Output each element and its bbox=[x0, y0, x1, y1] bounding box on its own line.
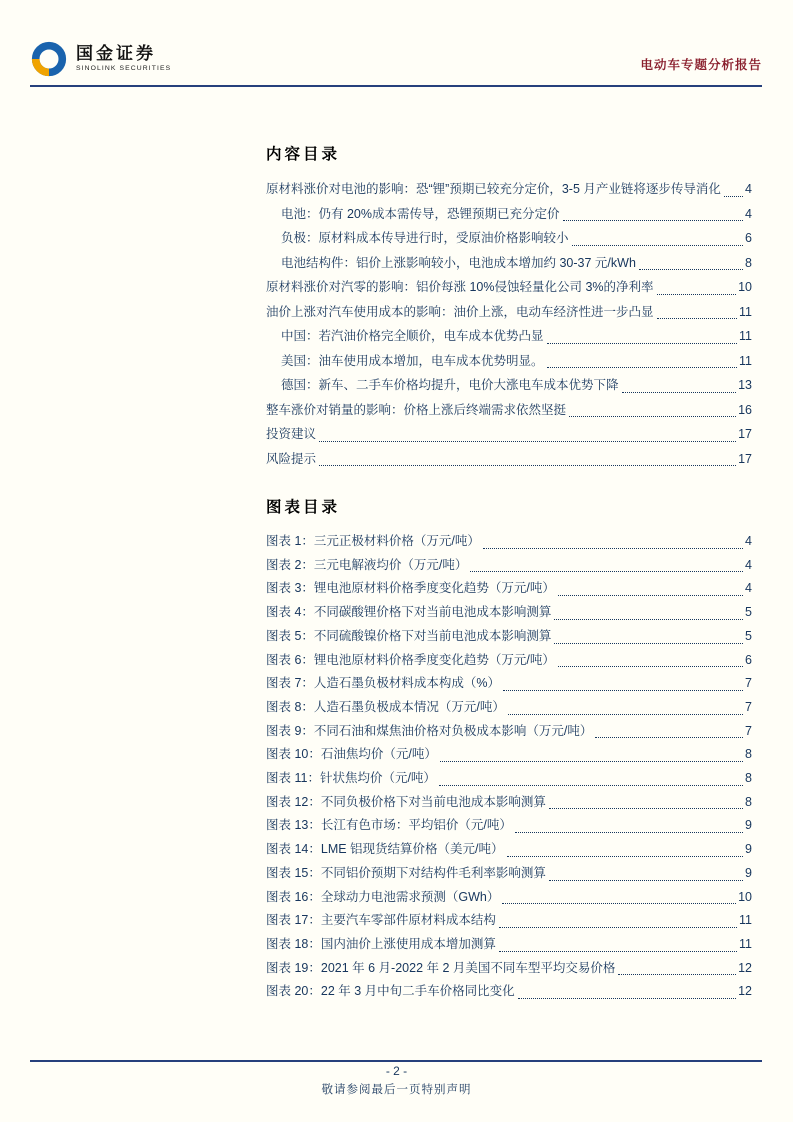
figure-item-page: 7 bbox=[745, 699, 752, 714]
figure-item-label: 图表 11：针状焦均价（元/吨） bbox=[266, 771, 436, 786]
figures-heading: 图表目录 bbox=[266, 499, 341, 516]
toc-item-page: 8 bbox=[745, 255, 752, 270]
figure-item-page: 6 bbox=[745, 652, 752, 667]
toc-item-page: 10 bbox=[738, 280, 752, 294]
toc-item-label: 中国：若汽油价格完全顺价，电车成本优势凸显 bbox=[281, 329, 544, 343]
leader-dots bbox=[554, 643, 743, 644]
figures-list bbox=[266, 530, 752, 1004]
leader-dots bbox=[439, 785, 743, 786]
figure-item-page: 8 bbox=[745, 771, 752, 786]
figure-item[interactable] bbox=[266, 957, 752, 981]
toc-item[interactable] bbox=[266, 422, 752, 447]
leader-dots bbox=[724, 196, 743, 197]
figure-item-label: 图表 14：LME 铝现货结算价格（美元/吨） bbox=[266, 842, 504, 857]
figure-item-page: 12 bbox=[738, 960, 752, 975]
leader-dots bbox=[547, 367, 738, 368]
leader-dots bbox=[503, 690, 743, 691]
figure-item[interactable] bbox=[266, 743, 752, 767]
figure-item-label: 图表 9：不同石油和煤焦油价格对负极成本影响（万元/吨） bbox=[266, 723, 593, 738]
toc-item[interactable] bbox=[266, 447, 752, 472]
toc-item[interactable] bbox=[266, 202, 752, 227]
figure-item-page: 9 bbox=[745, 818, 752, 833]
leader-dots bbox=[499, 927, 737, 928]
leader-dots bbox=[507, 856, 744, 857]
toc-item-label: 风险提示 bbox=[266, 451, 317, 466]
figure-item-label: 图表 17：主要汽车零部件原材料成本结构 bbox=[266, 913, 496, 928]
figure-item[interactable] bbox=[266, 720, 752, 744]
brand-text bbox=[76, 44, 171, 74]
toc-item[interactable] bbox=[266, 251, 752, 276]
leader-dots bbox=[569, 416, 736, 417]
figure-item-page: 4 bbox=[745, 534, 752, 548]
figure-item-label: 图表 3：锂电池原材料价格季度变化趋势（万元/吨） bbox=[266, 581, 555, 596]
leader-dots bbox=[639, 269, 743, 270]
figure-item-label: 图表 8：人造石墨负极成本情况（万元/吨） bbox=[266, 699, 505, 714]
leader-dots bbox=[319, 441, 736, 442]
toc-item-label: 电池结构件：铝价上涨影响较小，电池成本增加约 30-37 元/kWh bbox=[281, 255, 636, 270]
toc-item[interactable] bbox=[266, 398, 752, 423]
figure-item-label: 图表 4：不同碳酸锂价格下对当前电池成本影响测算 bbox=[266, 605, 552, 620]
figure-item-page: 7 bbox=[745, 723, 752, 738]
brand-name-en: SINOLINK SECURITIES bbox=[76, 65, 172, 72]
figure-item-label: 图表 19：2021 年 6 月-2022 年 2 月美国不同车型平均交易价格 bbox=[266, 960, 616, 975]
figure-item[interactable] bbox=[266, 554, 752, 578]
figure-item[interactable] bbox=[266, 577, 752, 601]
figure-item-label: 图表 2：三元电解液均价（万元/吨） bbox=[266, 557, 468, 572]
figure-item-page: 4 bbox=[745, 581, 752, 596]
figure-item-label: 图表 16：全球动力电池需求预测（GWh） bbox=[266, 889, 500, 904]
toc-list bbox=[266, 177, 752, 471]
figure-item-page: 4 bbox=[745, 557, 752, 572]
toc-item-label: 负极：原材料成本传导进行时，受原油价格影响较小 bbox=[281, 231, 569, 245]
leader-dots bbox=[483, 548, 743, 549]
leader-dots bbox=[549, 880, 743, 881]
figure-item[interactable] bbox=[266, 791, 752, 815]
figure-item-page: 12 bbox=[738, 984, 752, 999]
figure-item-label: 图表 13：长江有色市场：平均铝价（元/吨） bbox=[266, 818, 512, 833]
toc-item-label: 美国：油车使用成本增加，电车成本优势明显。 bbox=[281, 353, 544, 368]
figure-item-page: 11 bbox=[739, 913, 752, 928]
figure-item-label: 图表 12：不同负极价格下对当前电池成本影响测算 bbox=[266, 794, 546, 809]
leader-dots bbox=[518, 998, 736, 999]
figure-item-label: 图表 15：不同铝价预期下对结构件毛利率影响测算 bbox=[266, 865, 546, 880]
toc-item-page: 13 bbox=[738, 378, 752, 392]
toc-item-page: 17 bbox=[738, 451, 752, 466]
leader-dots bbox=[563, 220, 744, 221]
toc-item-page: 11 bbox=[739, 329, 752, 343]
toc-item-page: 16 bbox=[738, 402, 752, 417]
leader-dots bbox=[554, 619, 743, 620]
figure-item-page: 9 bbox=[745, 865, 752, 880]
figure-item[interactable] bbox=[266, 601, 752, 625]
toc-item-label: 原材料涨价对电池的影响：恐“锂”预期已较充分定价，3-5 月产业链将逐步传导消化 bbox=[266, 182, 721, 196]
leader-dots bbox=[547, 343, 738, 344]
leader-dots bbox=[558, 595, 743, 596]
brand-name-cn: 国金证券 bbox=[76, 44, 156, 63]
leader-dots bbox=[618, 974, 736, 975]
toc-item-label: 投资建议 bbox=[266, 427, 317, 441]
figure-item[interactable] bbox=[266, 838, 752, 862]
figure-item-label: 图表 6：锂电池原材料价格季度变化趋势（万元/吨） bbox=[266, 652, 555, 667]
leader-dots bbox=[319, 465, 736, 466]
leader-dots bbox=[595, 737, 743, 738]
leader-dots bbox=[470, 571, 743, 572]
toc-content bbox=[266, 142, 752, 1004]
figure-item[interactable] bbox=[266, 886, 752, 910]
figure-item[interactable] bbox=[266, 767, 752, 791]
toc-item[interactable] bbox=[266, 275, 752, 300]
toc-item-label: 整车涨价对销量的影响：价格上涨后终端需求依然坚挺 bbox=[266, 402, 567, 417]
figure-item[interactable] bbox=[266, 672, 752, 696]
figure-item[interactable] bbox=[266, 933, 752, 957]
leader-dots bbox=[502, 903, 736, 904]
figure-item[interactable] bbox=[266, 980, 752, 1004]
figure-item-page: 9 bbox=[745, 842, 752, 857]
leader-dots bbox=[657, 294, 737, 295]
leader-dots bbox=[622, 392, 737, 393]
toc-item-page: 11 bbox=[739, 304, 752, 319]
toc-item[interactable] bbox=[266, 349, 752, 374]
toc-item-page: 4 bbox=[745, 182, 752, 196]
sinolink-logo-icon bbox=[30, 40, 68, 78]
toc-item[interactable] bbox=[266, 226, 752, 251]
figure-item-label: 图表 1：三元正极材料价格（万元/吨） bbox=[266, 534, 480, 548]
figure-item-label: 图表 18：国内油价上涨使用成本增加测算 bbox=[266, 936, 496, 951]
figure-item-page: 8 bbox=[745, 794, 752, 809]
toc-item[interactable] bbox=[266, 300, 752, 325]
toc-item-label: 德国：新车、二手车价格均提升，电价大涨电车成本优势下降 bbox=[281, 378, 619, 392]
toc-item[interactable] bbox=[266, 177, 752, 202]
page-number: - 2 - bbox=[385, 1064, 408, 1078]
toc-item[interactable] bbox=[266, 324, 752, 349]
figure-item[interactable] bbox=[266, 696, 752, 720]
figure-item-page: 7 bbox=[745, 676, 752, 691]
toc-item-page: 6 bbox=[745, 231, 752, 245]
figure-item[interactable] bbox=[266, 814, 752, 838]
footer-rule bbox=[30, 1060, 762, 1062]
leader-dots bbox=[508, 714, 743, 715]
brand bbox=[30, 40, 171, 78]
leader-dots bbox=[657, 318, 738, 319]
figures-block bbox=[266, 495, 752, 1004]
figure-item-page: 11 bbox=[739, 936, 752, 951]
figure-item[interactable] bbox=[266, 649, 752, 673]
page-header bbox=[30, 40, 762, 87]
toc-item-label: 电池：仍有 20%成本需传导，恐锂预期已充分定价 bbox=[281, 206, 560, 221]
leader-dots bbox=[572, 245, 744, 246]
figure-item-page: 10 bbox=[738, 889, 752, 904]
leader-dots bbox=[515, 832, 743, 833]
figure-item-label: 图表 5：不同硫酸镍价格下对当前电池成本影响测算 bbox=[266, 628, 552, 643]
toc-item-page: 17 bbox=[738, 427, 752, 441]
toc-item-label: 油价上涨对汽车使用成本的影响：油价上涨，电动车经济性进一步凸显 bbox=[266, 304, 654, 319]
leader-dots bbox=[549, 808, 743, 809]
figure-item[interactable] bbox=[266, 625, 752, 649]
figure-item-label: 图表 20：22 年 3 月中旬二手车价格同比变化 bbox=[266, 984, 515, 999]
toc-item-label: 原材料涨价对汽零的影响：铝价每涨 10%侵蚀轻量化公司 3%的净利率 bbox=[266, 280, 654, 294]
figure-item-page: 5 bbox=[745, 605, 752, 620]
figure-item-label: 图表 10：石油焦均价（元/吨） bbox=[266, 747, 437, 762]
figure-item-page: 8 bbox=[745, 747, 752, 762]
report-type-label: 电动车专题分析报告 bbox=[640, 58, 762, 72]
figure-item[interactable] bbox=[266, 862, 752, 886]
toc-item-page: 11 bbox=[739, 353, 752, 368]
figure-item-page: 5 bbox=[745, 628, 752, 643]
toc-item-page: 4 bbox=[745, 206, 752, 221]
figure-item-label: 图表 7：人造石墨负极材料成本构成（%） bbox=[266, 676, 501, 691]
figure-item[interactable] bbox=[266, 530, 752, 554]
figure-item[interactable] bbox=[266, 909, 752, 933]
toc-heading: 内容目录 bbox=[266, 146, 341, 163]
leader-dots bbox=[499, 951, 737, 952]
footer-disclaimer: 敬请参阅最后一页特别声明 bbox=[321, 1084, 472, 1096]
leader-dots bbox=[440, 761, 743, 762]
leader-dots bbox=[558, 666, 743, 667]
toc-item[interactable] bbox=[266, 373, 752, 398]
